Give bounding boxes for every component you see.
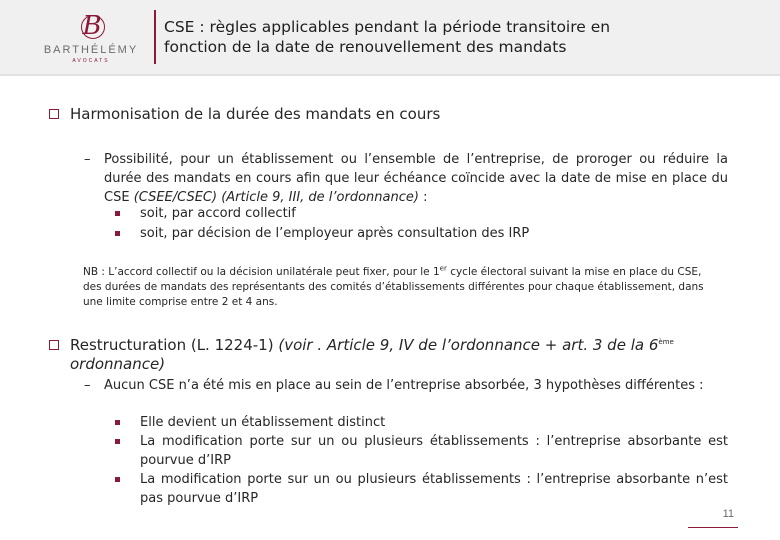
square-bullet-icon — [115, 231, 120, 236]
section1-bullet-1: soit, par accord collectif — [140, 206, 296, 221]
section1-para-end: : — [418, 190, 428, 205]
section-bullet-icon — [49, 340, 59, 350]
section-bullet-icon — [49, 109, 59, 119]
page-number-underline — [688, 527, 738, 528]
page-number: 11 — [722, 508, 734, 520]
logo-subtitle: AVOCATS — [72, 58, 110, 64]
logo-name: BARTHÉLÉMY — [43, 44, 139, 56]
section2-title-plain: Restructuration (L. 1224-1) — [70, 336, 279, 354]
section1-para-reference: (CSEE/CSEC) (Article 9, III, de l’ordonnance) — [133, 190, 419, 205]
section2-title-reference: (voir . Article 9, IV de l’ordonnance + art. 3 de la 6 — [278, 336, 659, 354]
section2-title-reference-end: ordonnance) — [70, 355, 166, 373]
section2-bullet-1: Elle devient un établissement distinct — [140, 415, 386, 430]
nb-text-2: cycle électoral suivant la mise en place du CSE, des durées de mandats des représentants des comités d’établissements différentes pour chaque établissement, dans une limite comprise entre 2 et 4 ans. — [83, 266, 704, 308]
nb-text-1: NB : L’accord collectif ou la décision unilatérale peut fixer, pour le 1 — [83, 266, 440, 278]
slide-title-line1: CSE : règles applicables pendant la période transitoire en — [164, 18, 611, 36]
section2-title-superscript: ème — [658, 338, 674, 346]
slide-title-line2: fonction de la date de renouvellement des mandats — [164, 38, 567, 56]
section2-title — [70, 336, 740, 374]
nb-superscript: er — [439, 264, 447, 273]
section1-title: Harmonisation de la durée des mandats en cours — [70, 105, 441, 123]
nb-note — [83, 265, 707, 310]
section1-bullet-2: soit, par décision de l’employeur après consultation des IRP — [140, 226, 530, 241]
dash-marker: – — [84, 378, 91, 393]
section2-bullet-3: La modification porte sur un ou plusieurs établissements : l’entreprise absorbante n’est pas pourvue d’IRP — [140, 472, 728, 506]
dash-marker: – — [84, 152, 91, 167]
section2-bullet-2: La modification porte sur un ou plusieurs établissements : l’entreprise absorbante est pourvue d’IRP — [140, 434, 728, 468]
square-bullet-icon — [115, 477, 120, 482]
section1-paragraph — [104, 150, 728, 207]
section2-paragraph: Aucun CSE n’a été mis en place au sein de l’entreprise absorbée, 3 hypothèses différentes : — [104, 378, 704, 393]
section1-para-text: Possibilité, pour un établissement ou l’ensemble de l’entreprise, de proroger ou réduire la durée des mandats en cours afin que leur échéance coïncide avec la date de mise en place du CSE — [104, 152, 728, 205]
square-bullet-icon — [115, 439, 120, 444]
square-bullet-icon — [115, 211, 120, 216]
logo-mark: B — [78, 12, 106, 40]
square-bullet-icon — [115, 420, 120, 425]
